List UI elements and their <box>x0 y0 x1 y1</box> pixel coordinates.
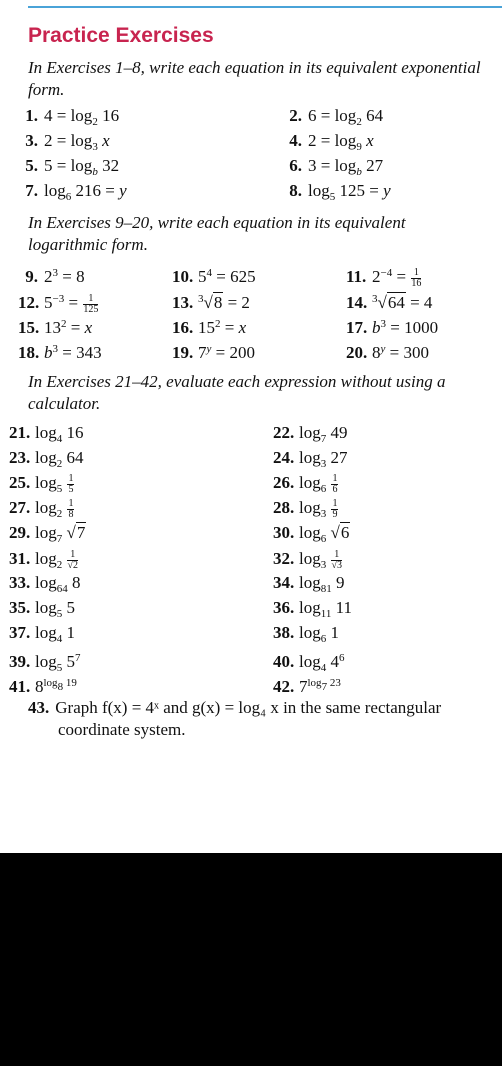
exercise-43-text: Graph f(x) = 4ˣ and g(x) = log₄ x in the same rectangular <box>55 698 442 717</box>
exercise-row <box>0 596 502 620</box>
exercise-row <box>0 337 502 361</box>
exercise-34: 34. $\log_{81} 9$ <box>273 573 345 595</box>
exercise-row <box>0 287 502 315</box>
exercise-row <box>0 312 502 336</box>
exercise-43-line2: coordinate system. <box>58 720 186 739</box>
exercise-row <box>0 154 502 178</box>
exercise-13: 13. $^3$√8 = 2 <box>172 293 250 312</box>
blank-area <box>0 853 502 1066</box>
exercise-3: 3. $2 = \log_3 x$ <box>25 131 110 153</box>
exercise-35: 35. $\log_5 5$ <box>9 598 75 620</box>
exercise-8: 8. $\log_5 125 = y$ <box>289 181 391 203</box>
exercise-16: 16. $15^2 = x$ <box>172 318 247 337</box>
exercise-15: 15. $13^2 = x$ <box>18 318 93 337</box>
exercise-33: 33. $\log_{64} 8$ <box>9 573 81 595</box>
instructions-9-20 <box>28 212 498 256</box>
exercise-32: 32. $\log_3$ $\frac{1}{√3}$ <box>273 548 342 571</box>
exercise-row <box>0 471 502 495</box>
instructions-1-8-line1: In Exercises 1–8, write each equation in its equivalent exponential <box>28 58 481 77</box>
exercise-row <box>0 261 502 289</box>
exercise-row <box>0 521 502 545</box>
top-rule <box>28 6 502 8</box>
exercise-43-number: 43. <box>28 698 50 717</box>
exercise-27: 27. $\log_2$ $\frac{1}{8}$ <box>9 497 74 520</box>
exercise-31: 31. $\log_2$ $\frac{1}{√2}$ <box>9 548 78 571</box>
exercise-25: 25. $\log_5$ $\frac{1}{5}$ <box>9 472 74 495</box>
exercise-40: 40. $\log_4 4^6$ <box>273 652 345 674</box>
exercise-29: 29. $\log_7 √7$ <box>9 523 86 545</box>
exercise-19: 19. $7^y = 200$ <box>172 343 255 362</box>
exercise-24: 24. $\log_3 27$ <box>273 448 348 470</box>
exercise-4: 4. $2 = \log_9 x$ <box>289 131 374 153</box>
exercise-row <box>0 179 502 203</box>
instructions-9-20-line2: logarithmic form. <box>28 235 148 254</box>
instructions-21-42-line1: In Exercises 21–42, evaluate each expression without using a <box>28 372 446 391</box>
exercise-42: 42. $7^{log_7 23}$ <box>273 677 341 696</box>
exercise-2: 2. $6 = \log_2 64$ <box>289 106 384 128</box>
exercise-row <box>0 671 502 695</box>
exercise-21: 21. $\log_4 16$ <box>9 423 84 445</box>
exercise-row <box>0 571 502 595</box>
exercise-9: 9. $2^3 = 8$ <box>25 267 85 286</box>
instructions-1-8-line2: form. <box>28 80 65 99</box>
exercise-22: 22. $\log_7 49$ <box>273 423 348 445</box>
exercise-row <box>0 446 502 470</box>
exercise-28: 28. $\log_3$ $\frac{1}{9}$ <box>273 497 338 520</box>
exercise-11: 11. $2^{-4}$ = $\frac{1}{16}$ <box>346 266 422 289</box>
exercise-17: 17. $b^3 = 1000$ <box>346 318 439 337</box>
exercise-30: 30. $\log_6 √6$ <box>273 523 350 545</box>
exercise-6: 6. $3 = \log_b 27$ <box>289 156 384 178</box>
exercise-row <box>0 621 502 645</box>
exercise-row <box>0 646 502 674</box>
exercise-row <box>0 496 502 520</box>
exercise-7: 7. $\log_6 216 = y$ <box>25 181 127 203</box>
exercise-1: 1. $4 = \log_2 16$ <box>25 106 120 128</box>
exercise-row <box>0 547 502 571</box>
exercise-18: 18. $b^3 = 343$ <box>18 343 102 362</box>
exercise-row <box>0 421 502 445</box>
section-heading: Practice Exercises <box>28 24 214 47</box>
exercise-20: 20. $8^y = 300$ <box>346 343 429 362</box>
exercise-14: 14. $^3$√64 = 4 <box>346 293 433 312</box>
exercise-43-line1 <box>28 697 502 719</box>
instructions-1-8 <box>28 57 498 101</box>
exercise-37: 37. $\log_4 1$ <box>9 623 75 645</box>
exercise-39: 39. $\log_5 5^7$ <box>9 652 81 674</box>
exercise-41: 41. $8^{log_8 19}$ <box>9 677 77 696</box>
exercise-10: 10. $5^4 = 625$ <box>172 267 256 286</box>
instructions-21-42-line2: calculator. <box>28 394 101 413</box>
exercise-23: 23. $\log_2 64$ <box>9 448 84 470</box>
exercise-43 <box>28 697 502 741</box>
instructions-21-42 <box>28 371 498 415</box>
exercise-row <box>0 129 502 153</box>
exercise-12: 12. $5^{-3}$ = $\frac{1}{125}$ <box>18 292 99 315</box>
exercise-26: 26. $\log_6$ $\frac{1}{6}$ <box>273 472 338 495</box>
exercise-5: 5. $5 = \log_b 32$ <box>25 156 120 178</box>
exercise-row <box>0 104 502 128</box>
exercise-36: 36. $\log_{11} 11$ <box>273 598 352 620</box>
instructions-9-20-line1: In Exercises 9–20, write each equation in its equivalent <box>28 213 406 232</box>
exercise-38: 38. $\log_6 1$ <box>273 623 339 645</box>
